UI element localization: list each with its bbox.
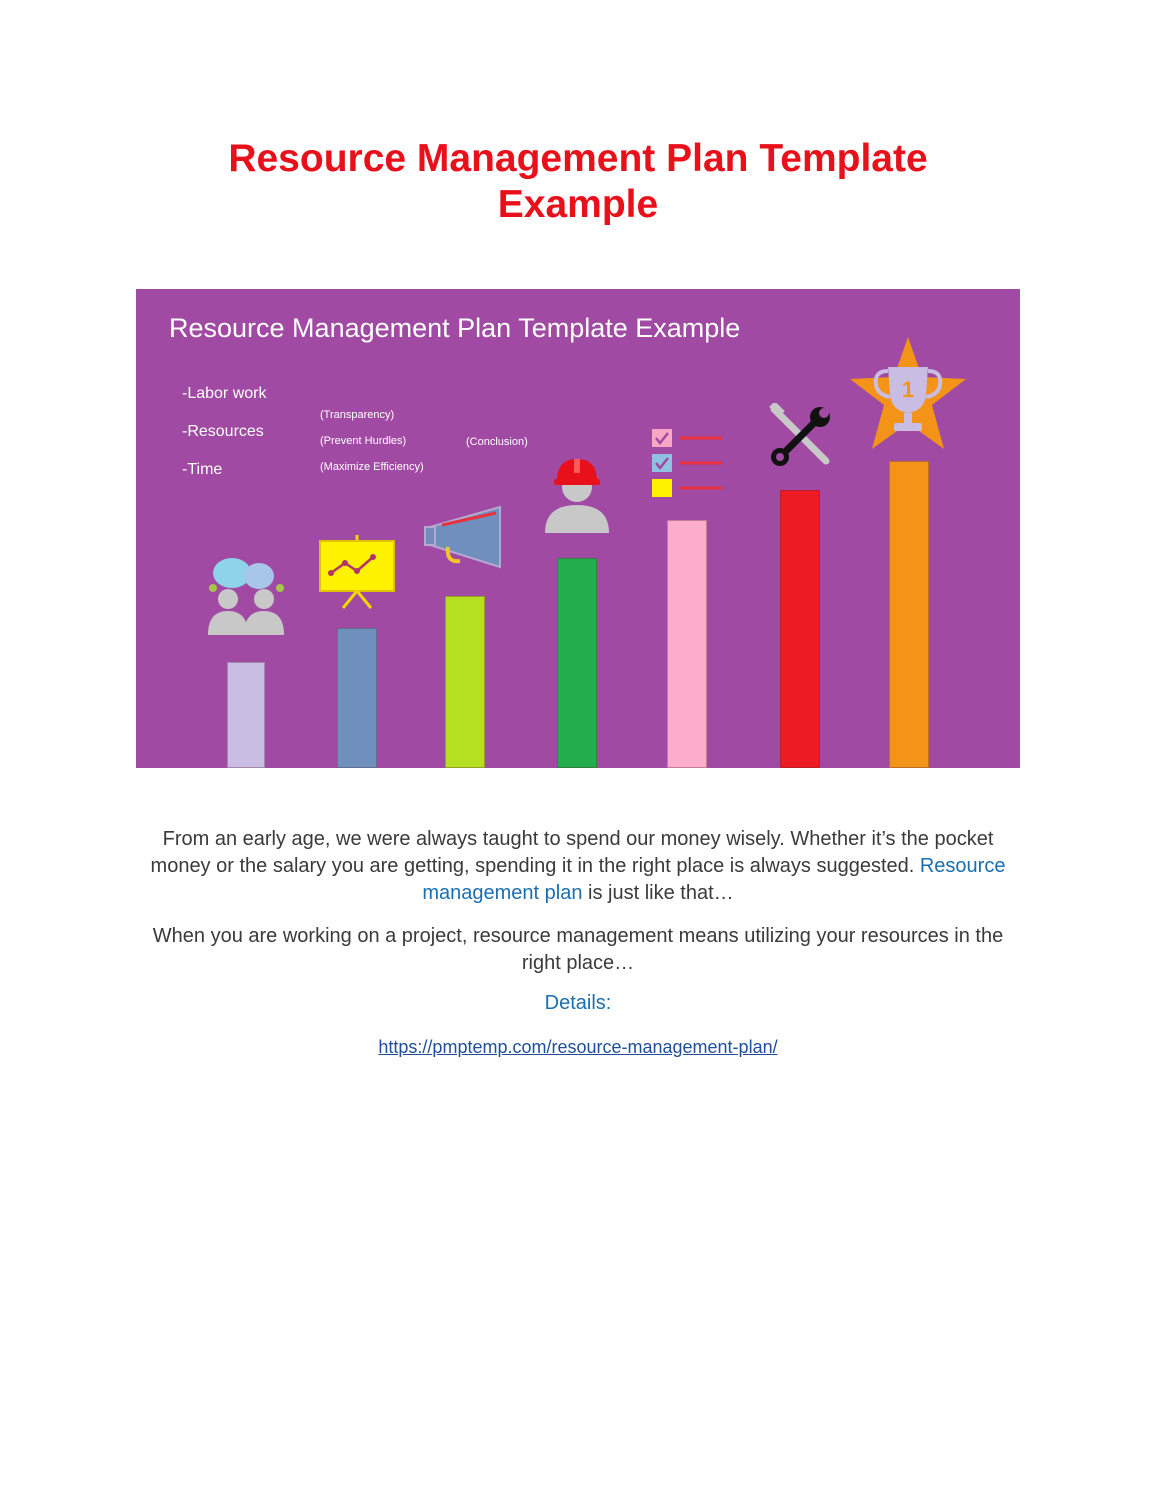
bullet-time: -Time xyxy=(182,461,223,478)
bar-6 xyxy=(780,490,820,768)
worker-helmet-icon xyxy=(542,457,612,533)
trophy-star-icon xyxy=(848,335,968,451)
tools-icon xyxy=(768,403,834,469)
banner-title: Resource Management Plan Template Example xyxy=(169,313,741,343)
megaphone-icon xyxy=(424,505,504,573)
intro-tail: is just like that… xyxy=(582,882,734,904)
details-label: Details: xyxy=(544,992,612,1014)
bar-1 xyxy=(227,662,265,768)
bar-3 xyxy=(445,596,485,768)
bar-2 xyxy=(337,628,377,768)
presentation-board-icon xyxy=(319,535,395,609)
document-title xyxy=(0,136,1156,228)
trophy-rank-label: 1 xyxy=(901,377,915,402)
bar-7 xyxy=(889,461,929,768)
checklist-icon xyxy=(650,427,726,501)
note-prevent-hurdles: (Prevent Hurdles) xyxy=(320,435,407,447)
intro-paragraph xyxy=(136,826,1020,907)
details-url-link[interactable]: https://pmptemp.com/resource-management-plan/ xyxy=(378,1037,778,1057)
note-maximize-efficiency: (Maximize Efficiency) xyxy=(320,461,424,473)
document-title-line-2: Example xyxy=(497,183,659,226)
project-paragraph: When you are working on a project, resource management means utilizing your resources in the right place… xyxy=(152,925,1004,974)
resource-management-plan-link[interactable]: Resource management plan xyxy=(422,855,1006,904)
resource-plan-banner-image xyxy=(136,289,1020,768)
note-transparency: (Transparency) xyxy=(320,409,395,421)
chat-people-icon xyxy=(204,555,290,637)
bar-4 xyxy=(557,558,597,768)
bullet-resources: -Resources xyxy=(182,423,264,440)
bar-5 xyxy=(667,520,707,768)
document-title-line-1: Resource Management Plan Template xyxy=(228,137,928,180)
note-conclusion: (Conclusion) xyxy=(466,436,528,448)
bullet-labor-work: -Labor work xyxy=(182,385,267,402)
intro-text: From an early age, we were always taught to spend our money wisely. Whether it’s the pocket money or the salary you are getting, spending it in the right place is always suggested. xyxy=(150,828,994,877)
